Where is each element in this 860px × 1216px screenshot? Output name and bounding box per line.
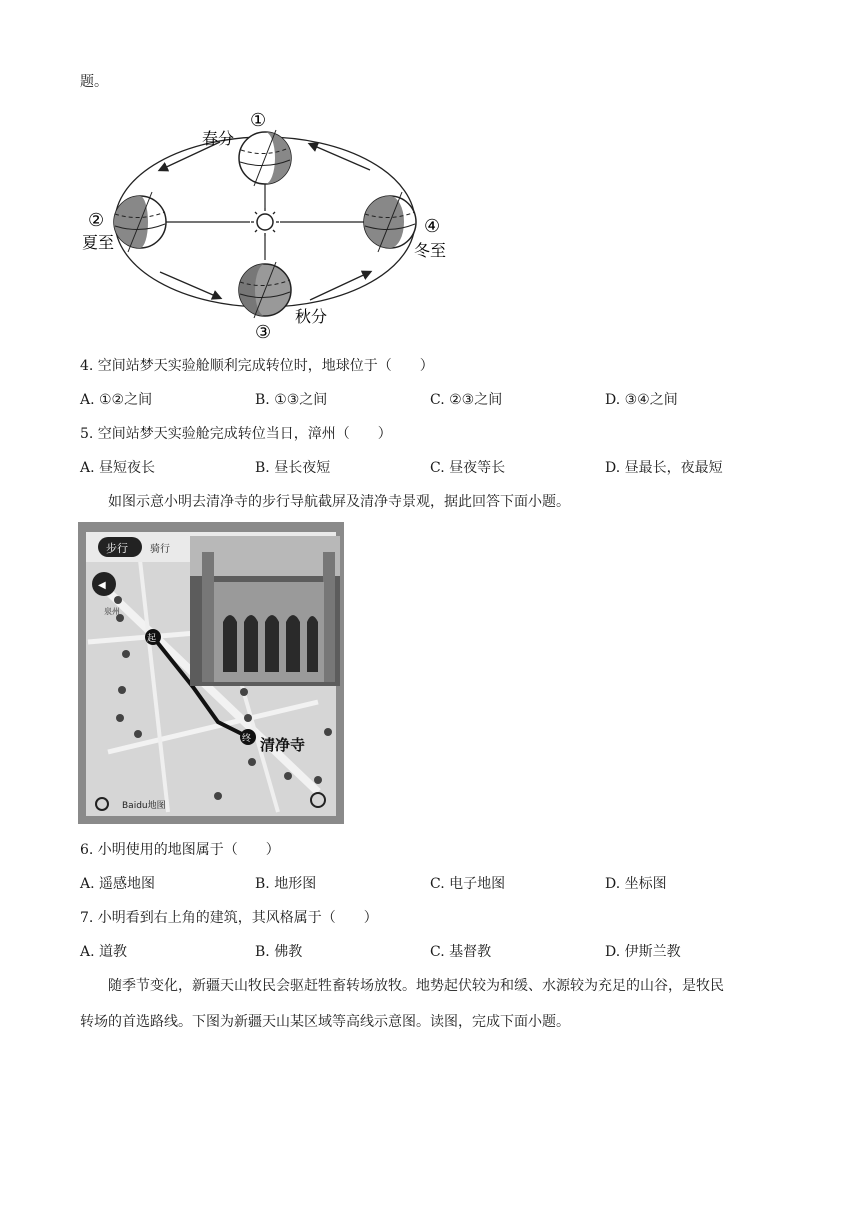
tab-walk: 步行 xyxy=(106,542,128,555)
q5-option-a[interactable]: A. 昼短夜长 xyxy=(80,460,156,476)
earth-orbit-diagram xyxy=(80,100,470,340)
q5-option-d[interactable]: D. 昼最长，夜最短 xyxy=(605,460,723,476)
label-autumn: 秋分 xyxy=(295,307,328,326)
destination-label: 清净寺 xyxy=(260,736,306,754)
q6-option-d[interactable]: D. 坐标图 xyxy=(605,876,667,892)
label-winter: 冬至 xyxy=(414,241,447,260)
q4-option-d[interactable]: D. ③④之间 xyxy=(605,392,678,408)
place-label: 泉州 xyxy=(104,607,120,616)
q7-option-b[interactable]: B. 佛教 xyxy=(255,944,303,960)
orbit-arrow-2 xyxy=(160,272,220,298)
q4-option-b[interactable]: B. ①③之间 xyxy=(255,392,328,408)
label-n2: ② xyxy=(88,210,105,231)
q6-option-b[interactable]: B. 地形图 xyxy=(255,876,317,892)
earth-winter-icon xyxy=(364,192,416,252)
end-marker: 终 xyxy=(242,734,252,744)
q5-stem: 5. 空间站梦天实验舱完成转位当日，漳州（ ） xyxy=(80,426,392,442)
passage-3-line2: 转场的首选路线。下图为新疆天山某区域等高线示意图。读图，完成下面小题。 xyxy=(80,1014,570,1030)
q4-option-c[interactable]: C. ②③之间 xyxy=(430,392,503,408)
label-summer: 夏至 xyxy=(82,233,115,252)
navigation-photo-figure xyxy=(78,522,344,824)
sun-icon xyxy=(251,208,279,236)
q6-option-a[interactable]: A. 遥感地图 xyxy=(80,876,156,892)
intro-tail: 题。 xyxy=(80,74,108,90)
q5-option-b[interactable]: B. 昼长夜短 xyxy=(255,460,331,476)
earth-autumn-icon xyxy=(239,262,291,318)
tab-bike: 骑行 xyxy=(150,544,170,555)
q7-option-c[interactable]: C. 基督教 xyxy=(430,944,492,960)
map-logo: Baidu地图 xyxy=(122,801,166,811)
back-icon: ◀ xyxy=(98,580,106,591)
q7-option-d[interactable]: D. 伊斯兰教 xyxy=(605,944,681,960)
start-marker: 起 xyxy=(147,634,157,644)
q4-stem: 4. 空间站梦天实验舱顺利完成转位时，地球位于（ ） xyxy=(80,358,434,374)
label-n4: ④ xyxy=(424,216,441,237)
label-n3: ③ xyxy=(255,322,272,340)
label-spring: 春分 xyxy=(202,129,235,148)
q5-option-c[interactable]: C. 昼夜等长 xyxy=(430,460,506,476)
q7-stem: 7. 小明看到右上角的建筑，其风格属于（ ） xyxy=(80,910,378,926)
passage-2: 如图示意小明去清净寺的步行导航截屏及清净寺景观，据此回答下面小题。 xyxy=(108,494,570,510)
earth-spring-icon xyxy=(239,130,291,186)
q4-option-a[interactable]: A. ①②之间 xyxy=(80,392,153,408)
q6-stem: 6. 小明使用的地图属于（ ） xyxy=(80,842,280,858)
passage-3-line1: 随季节变化，新疆天山牧民会驱赶牲畜转场放牧。地势起伏较为和缓、水源较为充足的山谷，是牧民 xyxy=(108,978,724,994)
label-n1: ① xyxy=(250,110,267,131)
earth-summer-icon xyxy=(114,192,166,252)
q7-option-a[interactable]: A. 道教 xyxy=(80,944,128,960)
q6-option-c[interactable]: C. 电子地图 xyxy=(430,876,506,892)
